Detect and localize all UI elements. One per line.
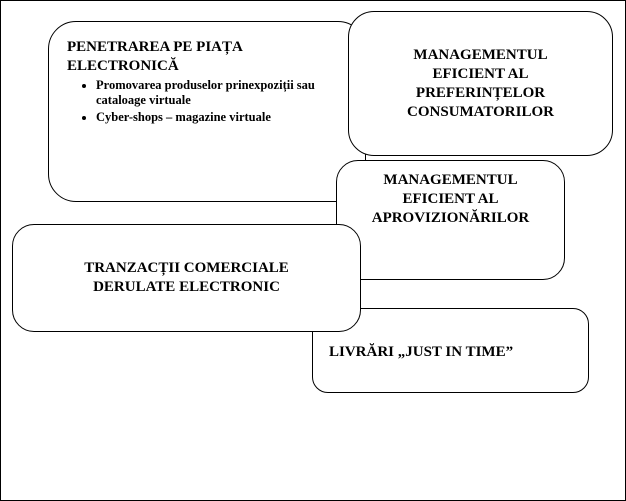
box-supply-management: MANAGEMENTUL EFICIENT AL APROVIZIONĂRILOR [336,160,565,280]
box-market-penetration [48,21,366,202]
bullet-item: • Cyber-shops – magazine virtuale [96,110,396,125]
box-consumer-preferences: MANAGEMENTUL EFICIENT AL PREFERINȚELOR CONSUMATORILOR [348,11,613,156]
bullet-item: • Promovarea produselor prinexpoziții sau cataloage virtuale [96,78,336,108]
market-penetration-bullets [49,78,336,125]
market-penetration-title: PENETRAREA PE PIAȚA ELECTRONICĂ [67,39,243,74]
box-just-in-time-delivery: LIVRĂRI „JUST IN TIME” [312,308,589,393]
box-electronic-transactions: TRANZACȚII COMERCIALE DERULATE ELECTRONIC [12,224,361,332]
